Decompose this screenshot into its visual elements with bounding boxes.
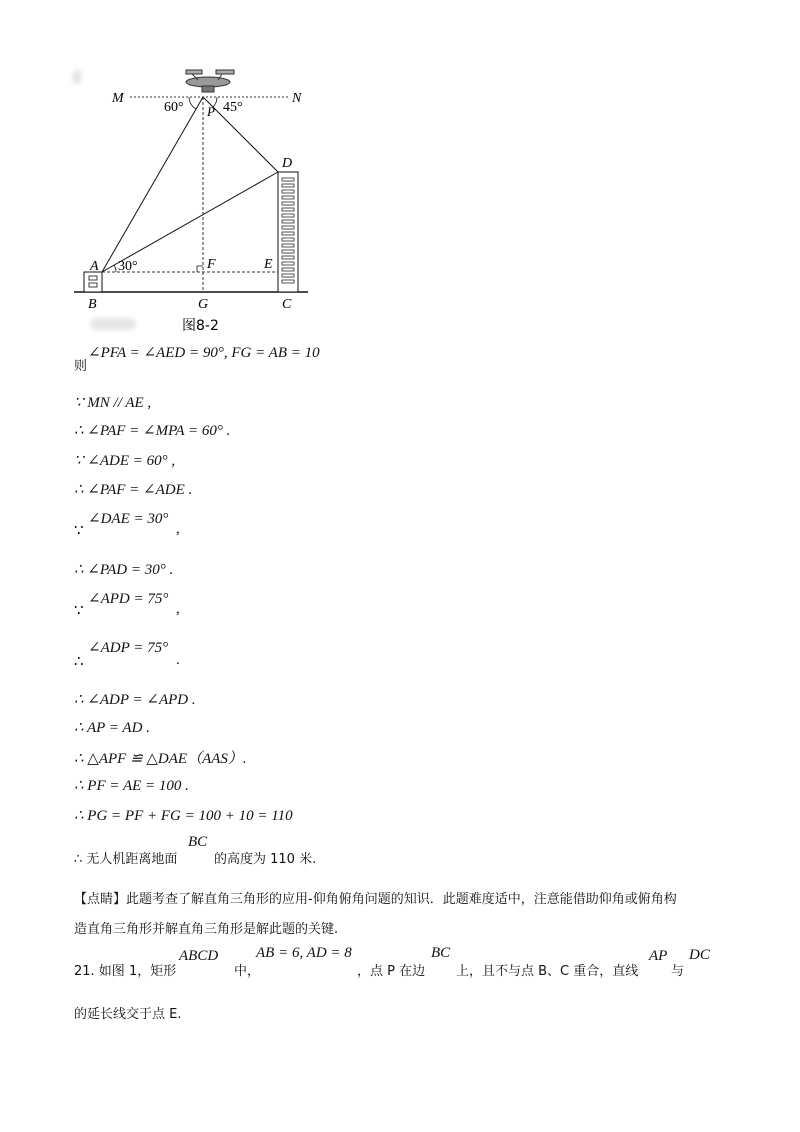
angle-45-label: 45°: [223, 100, 243, 115]
figure: [70, 60, 330, 340]
punctuation: ,: [176, 601, 180, 617]
comment-line-1: 【点睛】此题考查了解直角三角形的应用-仰角俯角问题的知识．此题难度适中，注意能借助仰角或俯角构: [74, 892, 677, 907]
because-symbol: ∵: [74, 603, 84, 619]
solution-line-6: [74, 509, 274, 539]
solution-line-5: ∴ ∠PAF = ∠ADE .: [74, 482, 193, 498]
problem-text: 与: [671, 964, 685, 979]
label-G: G: [198, 297, 209, 312]
solution-line-14: ∴ PG = PF + FG = 100 + 10 = 110: [74, 808, 293, 824]
label-F: F: [207, 257, 216, 272]
var-DC: DC: [689, 947, 710, 963]
var-AP: AP: [649, 948, 668, 964]
condition: AB = 6, AD = 8: [256, 945, 352, 961]
label-N: N: [292, 91, 302, 106]
var-ABCD: ABCD: [179, 948, 219, 964]
solution-line-7: ∴ ∠PAD = 30° .: [74, 562, 174, 578]
label-M: M: [112, 91, 124, 106]
solution-line-2: ∵ MN // AE ,: [74, 395, 152, 411]
conclusion-text: ∴ 无人机距离地面: [74, 852, 178, 867]
solution-line-8: [74, 589, 274, 619]
geometry-diagram: [70, 60, 330, 340]
math-text: ∠DAE = 30°: [88, 511, 169, 527]
label-P: P: [207, 104, 215, 119]
solution-line-11: ∴ AP = AD .: [74, 720, 150, 736]
problem-number: 21. 如图 1，矩形: [74, 964, 177, 979]
solution-line-4: ∵ ∠ADE = 60° ,: [74, 453, 176, 469]
line-prefix: 则: [74, 359, 88, 374]
therefore-symbol: ∴: [74, 654, 84, 670]
problem-text: ，点 P 在边: [357, 964, 426, 979]
scan-smudge: [90, 318, 136, 330]
comment-line-2: 造直角三角形并解直角三角形是解此题的关键.: [74, 922, 339, 937]
solution-line-3: ∴ ∠PAF = ∠MPA = 60° .: [74, 423, 231, 439]
math-text: ∠ADP = 75°: [88, 640, 169, 656]
figure-caption: 图8-2: [182, 318, 219, 334]
problem-21: [74, 943, 754, 1023]
punctuation: ,: [176, 521, 180, 537]
math-text: ∠APD = 75°: [88, 591, 169, 607]
solution-line-10: ∴ ∠ADP = ∠APD .: [74, 692, 196, 708]
scan-smudge: [72, 70, 82, 84]
solution-line-13: ∴ PF = AE = 100 .: [74, 778, 189, 794]
problem-text: 上，且不与点 B、C 重合，直线: [456, 964, 639, 979]
var-BC: BC: [431, 945, 451, 961]
because-symbol: ∵: [74, 523, 84, 539]
angle-30-label: 30°: [118, 259, 138, 274]
drone-icon: [186, 70, 234, 92]
label-B: B: [88, 297, 97, 312]
problem-line-2: 的延长线交于点 E.: [74, 1007, 182, 1022]
label-D: D: [282, 156, 293, 171]
problem-text: 中，: [234, 964, 261, 979]
angle-60-label: 60°: [164, 100, 184, 115]
math-text: ∠PFA = ∠AED = 90°, FG = AB = 10: [88, 345, 320, 361]
solution-line-9: [74, 638, 274, 668]
solution-line-12: ∴ △APF ≌ △DAE（AAS）.: [74, 751, 247, 767]
label-C: C: [282, 297, 292, 312]
var-BC: BC: [188, 834, 208, 850]
label-E: E: [264, 257, 273, 272]
label-A: A: [90, 259, 99, 274]
conclusion-tail: 的高度为 110 米.: [214, 852, 317, 867]
solution-line-15: [74, 834, 394, 867]
punctuation: .: [176, 652, 180, 668]
